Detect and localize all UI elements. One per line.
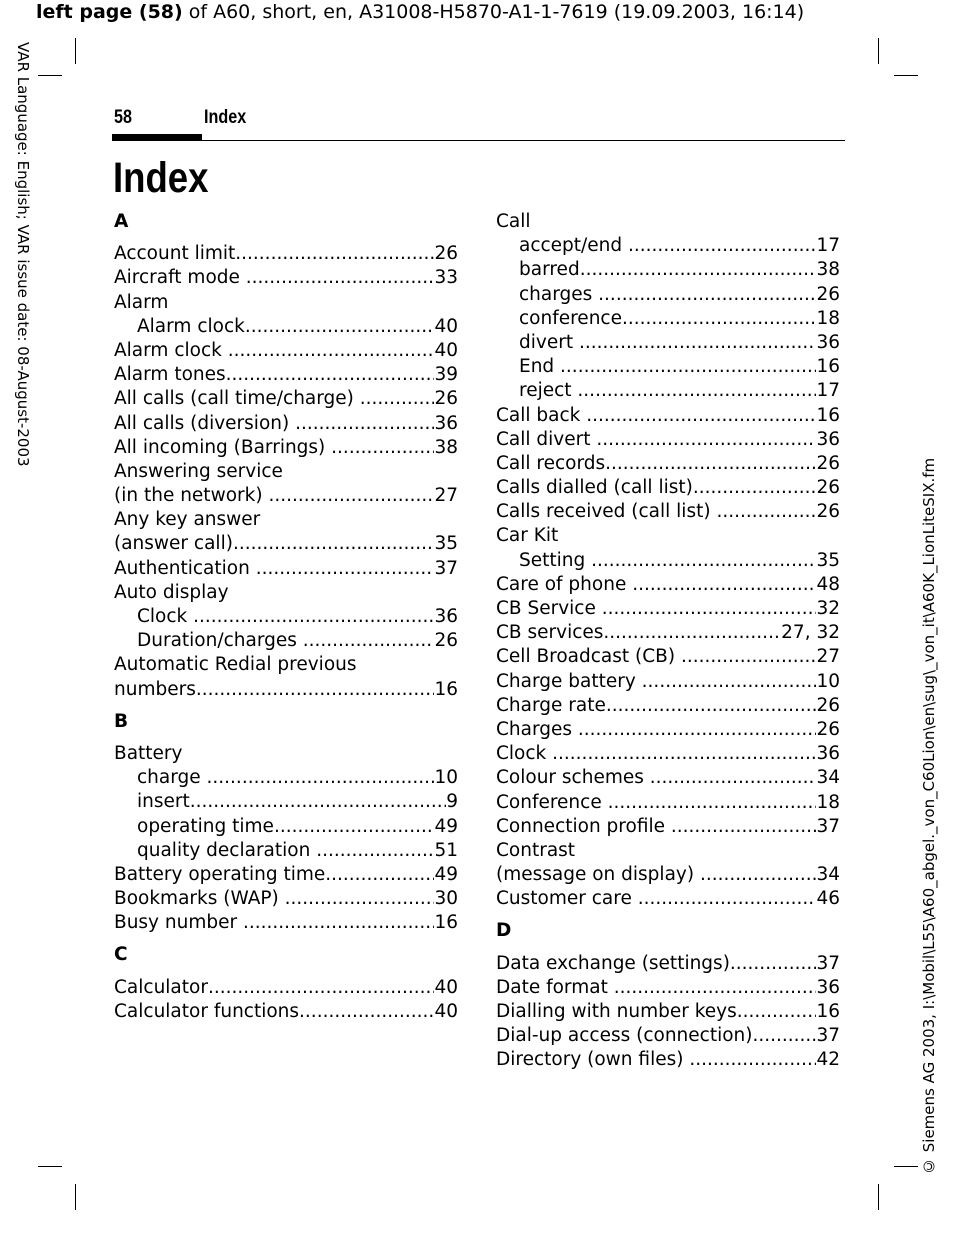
entry-label: Charges <box>496 718 578 740</box>
entry-label: Alarm tones <box>114 364 226 386</box>
index-entry <box>114 412 458 436</box>
index-subentry <box>496 331 840 355</box>
entry-page-number: 9 <box>446 791 458 813</box>
dot-leader <box>331 436 434 460</box>
dot-leader <box>632 573 816 597</box>
entry-label: Dialling with number keys <box>496 1001 737 1022</box>
entry-label: Battery <box>114 742 183 764</box>
entry-label: Alarm clock <box>114 339 228 361</box>
dot-leader <box>578 718 817 742</box>
index-entry <box>114 363 458 387</box>
entry-page-number: 34 <box>816 767 840 789</box>
dot-leader <box>285 887 435 911</box>
index-entry <box>114 266 458 290</box>
index-entry <box>496 476 840 500</box>
index-entry <box>114 581 458 605</box>
dot-leader <box>577 379 816 403</box>
index-entry <box>496 791 840 815</box>
running-header: Index <box>204 107 247 128</box>
index-subentry <box>114 605 458 629</box>
entry-page-number: 30 <box>434 888 458 910</box>
entry-label: Calculator functions <box>114 1000 300 1022</box>
index-entry <box>114 976 458 1000</box>
index-entry <box>496 718 840 742</box>
dot-leader <box>235 242 434 266</box>
entry-label: Battery operating time <box>114 863 326 885</box>
entry-page-number: 32 <box>816 598 840 619</box>
index-subentry <box>496 307 840 331</box>
dot-leader <box>316 839 434 863</box>
entry-page-number: 46 <box>816 888 840 910</box>
entry-page-number: 17 <box>816 380 840 402</box>
section-gap <box>114 234 458 242</box>
entry-page-number: 26 <box>816 694 840 716</box>
entry-label: (answer call) <box>114 533 233 555</box>
index-entry <box>114 460 458 484</box>
dot-leader <box>700 863 817 887</box>
header-rule <box>112 140 845 141</box>
entry-label: Contrast <box>496 839 576 861</box>
dot-leader <box>226 363 435 387</box>
entry-page-number: 18 <box>816 791 840 813</box>
dot-leader <box>580 258 817 282</box>
entry-label: Connection profile <box>496 815 671 837</box>
index-entry <box>496 428 840 452</box>
index-entry <box>114 911 458 935</box>
index-entry <box>114 653 458 677</box>
entry-page-number: 35 <box>816 549 840 571</box>
entry-label: insert <box>137 791 190 813</box>
entry-label: Call back <box>496 404 587 426</box>
entry-page-number: 27 <box>816 646 840 668</box>
index-subentry <box>496 258 840 282</box>
entry-page-number: 39 <box>434 364 458 386</box>
index-entry <box>496 1000 840 1024</box>
index-entry <box>496 524 840 548</box>
crop-mark <box>878 38 879 64</box>
index-entry <box>496 1024 840 1048</box>
dot-leader <box>233 532 435 556</box>
dot-leader <box>299 1000 434 1024</box>
entry-label: Conference <box>496 791 608 813</box>
dot-leader <box>295 412 434 436</box>
entry-label: Call records <box>496 452 606 474</box>
index-entry <box>496 694 840 718</box>
entry-label: Date format <box>496 976 614 998</box>
dot-leader <box>325 863 434 887</box>
index-entry <box>496 452 840 476</box>
index-subentry <box>496 283 840 307</box>
entry-page-number: 40 <box>434 339 458 361</box>
entry-page-number: 36 <box>434 412 458 434</box>
entry-label: Car Kit <box>496 525 559 547</box>
dot-leader <box>303 629 435 653</box>
dot-leader <box>228 339 435 363</box>
page-number: 58 <box>114 107 132 128</box>
dot-leader <box>207 766 435 790</box>
dot-leader <box>190 790 446 814</box>
print-job-line <box>36 1 804 23</box>
dot-leader <box>243 911 434 935</box>
entry-page-number: 38 <box>434 436 458 458</box>
dot-leader <box>560 355 816 379</box>
entry-label: Call divert <box>496 428 597 450</box>
index-entry <box>496 863 840 887</box>
entry-page-number: 49 <box>434 815 458 837</box>
section-gap <box>496 911 840 919</box>
dot-leader <box>274 815 435 839</box>
entry-label: accept/end <box>519 235 629 257</box>
entry-label: Alarm clock <box>137 315 245 337</box>
entry-label: Care of phone <box>496 573 633 595</box>
dot-leader <box>552 742 816 766</box>
entry-label: charges <box>519 283 599 305</box>
index-entry <box>496 766 840 790</box>
entry-label: Call <box>496 211 531 232</box>
entry-label: Data exchange (settings) <box>496 952 730 974</box>
dot-leader <box>208 976 435 1000</box>
entry-page-number: 27 <box>434 485 458 507</box>
entry-label: All calls (diversion) <box>114 412 296 434</box>
entry-label: Setting <box>519 549 592 571</box>
entry-label: Colour schemes <box>496 767 650 789</box>
index-column-right <box>496 210 840 1073</box>
dot-leader <box>596 428 816 452</box>
section-gap <box>114 702 458 710</box>
dot-leader <box>737 1000 817 1024</box>
entry-page-number: 26 <box>434 630 458 652</box>
entry-label: conference <box>519 307 622 329</box>
entry-page-number: 40 <box>434 976 458 998</box>
crop-mark <box>38 75 62 76</box>
entry-label: barred <box>519 259 580 281</box>
entry-label: Customer care <box>496 888 638 910</box>
entry-page-number: 33 <box>434 267 458 289</box>
entry-label: Cell Broadcast (CB) <box>496 646 681 668</box>
entry-label: Calls received (call list) <box>496 501 717 523</box>
index-entry <box>496 597 840 621</box>
index-letter-heading: C <box>114 944 128 966</box>
entry-page-number: 51 <box>434 839 458 861</box>
index-entry <box>114 863 458 887</box>
crop-mark <box>894 1166 918 1167</box>
entry-page-number: 36 <box>816 428 840 450</box>
entry-label: Automatic Redial previous <box>114 654 357 676</box>
index-subentry <box>496 355 840 379</box>
entry-page-number: 17 <box>816 235 840 257</box>
entry-page-number: 26 <box>434 388 458 410</box>
dot-leader <box>752 1024 816 1048</box>
index-letter-heading: D <box>496 920 512 942</box>
print-job-details: of A60, short, en, A31008-H5870-A1-1-7619 (19.09.2003, 16:14) <box>182 1 805 23</box>
entry-page-number: 16 <box>434 912 458 934</box>
index-entry <box>114 436 458 460</box>
entry-label: Directory (own files) <box>496 1049 690 1071</box>
dot-leader <box>693 476 817 500</box>
index-subentry <box>114 790 458 814</box>
section-gap <box>496 944 840 952</box>
entry-label: Clock <box>137 606 194 627</box>
dot-leader <box>196 678 435 702</box>
index-entry <box>114 532 458 556</box>
entry-label: Authentication <box>114 557 256 579</box>
entry-page-number: 37 <box>816 952 840 974</box>
language-info: VAR Language: English; VAR issue date: 08-August-2003 <box>14 42 32 467</box>
entry-page-number: 40 <box>434 315 458 337</box>
index-entry <box>114 339 458 363</box>
section-gap <box>114 968 458 976</box>
index-entry <box>496 573 840 597</box>
entry-label: Busy number <box>114 912 243 934</box>
index-subentry <box>114 629 458 653</box>
entry-label: All incoming (Barrings) <box>114 436 332 458</box>
index-entry <box>496 500 840 524</box>
dot-leader <box>608 791 817 815</box>
entry-page-number: 36 <box>816 743 840 765</box>
entry-label: Alarm <box>114 291 169 313</box>
index-subentry <box>114 839 458 863</box>
entry-page-number: 18 <box>816 307 840 329</box>
dot-leader <box>268 484 434 508</box>
crop-mark <box>75 38 76 64</box>
dot-leader <box>730 952 817 976</box>
entry-label: Calls dialled (call list) <box>496 477 693 499</box>
index-entry <box>114 508 458 532</box>
entry-label: numbers <box>114 678 196 700</box>
entry-page-number: 40 <box>434 1000 458 1022</box>
entry-label: CB services <box>496 622 604 644</box>
entry-page-number: 37 <box>816 1025 840 1047</box>
index-entry <box>114 242 458 266</box>
index-subentry <box>114 815 458 839</box>
dot-leader <box>598 283 816 307</box>
dot-leader <box>614 976 817 1000</box>
entry-page-number: 26 <box>816 283 840 305</box>
entry-page-number: 27, 32 <box>781 622 840 644</box>
entry-page-number: 37 <box>816 815 840 837</box>
entry-label: Calculator <box>114 976 208 998</box>
dot-leader <box>628 234 816 258</box>
page-title: Index <box>113 154 209 202</box>
dot-leader <box>579 331 816 355</box>
index-entry <box>114 742 458 766</box>
dot-leader <box>603 621 781 645</box>
entry-page-number: 42 <box>816 1049 840 1071</box>
entry-label: All calls (call time/charge) <box>114 388 360 410</box>
entry-label: Duration/charges <box>137 630 303 652</box>
entry-page-number: 36 <box>816 976 840 998</box>
entry-page-number: 26 <box>816 718 840 740</box>
index-subentry <box>496 549 840 573</box>
dot-leader <box>360 387 435 411</box>
entry-page-number: 48 <box>816 573 840 595</box>
entry-page-number: 16 <box>816 356 840 378</box>
entry-label: CB Service <box>496 598 602 619</box>
index-entry <box>496 815 840 839</box>
entry-page-number: 38 <box>816 259 840 281</box>
dot-leader <box>638 887 817 911</box>
index-letter-heading: B <box>114 710 129 732</box>
entry-label: quality declaration <box>137 839 317 861</box>
index-entry <box>496 839 840 863</box>
index-entry <box>496 670 840 694</box>
index-entry <box>496 210 840 234</box>
entry-label: Bookmarks (WAP) <box>114 888 285 910</box>
entry-page-number: 26 <box>434 243 458 265</box>
index-entry <box>114 1000 458 1024</box>
dot-leader <box>716 500 816 524</box>
entry-label: Clock <box>496 743 553 765</box>
crop-mark <box>894 75 918 76</box>
entry-label: charge <box>137 767 207 789</box>
entry-page-number: 37 <box>434 557 458 579</box>
index-subentry <box>496 234 840 258</box>
crop-mark <box>878 1184 879 1210</box>
index-entry <box>114 557 458 581</box>
index-entry <box>496 404 840 428</box>
crop-mark <box>75 1184 76 1210</box>
entry-label: Aircraft mode <box>114 267 246 289</box>
dot-leader <box>193 605 434 629</box>
entry-page-number: 26 <box>816 452 840 474</box>
entry-label: Any key answer <box>114 509 261 531</box>
entry-page-number: 10 <box>434 767 458 789</box>
dot-leader <box>605 452 816 476</box>
dot-leader <box>642 670 817 694</box>
dot-leader <box>650 766 817 790</box>
section-gap <box>114 734 458 742</box>
index-entry <box>114 484 458 508</box>
dot-leader <box>256 557 435 581</box>
dot-leader <box>689 1048 816 1072</box>
entry-page-number: 16 <box>816 1001 840 1022</box>
file-path-info: © Siemens AG 2003, I:\Mobil\L55\A60_abgel._von_C60Lion\en\sug\_von_it\A60K_LionLiteSIX.fm <box>920 458 938 1176</box>
index-subentry <box>496 379 840 403</box>
entry-page-number: 26 <box>816 477 840 499</box>
index-letter-heading: A <box>114 211 129 232</box>
index-entry <box>114 291 458 315</box>
entry-label: (message on display) <box>496 864 700 886</box>
entry-label: End <box>519 356 561 378</box>
index-entry <box>496 952 840 976</box>
index-entry <box>496 742 840 766</box>
entry-page-number: 10 <box>816 670 840 692</box>
dot-leader <box>591 549 816 573</box>
dot-leader <box>602 597 817 621</box>
section-gap <box>114 935 458 943</box>
entry-page-number: 16 <box>816 404 840 426</box>
index-subentry <box>114 315 458 339</box>
index-entry <box>114 887 458 911</box>
dot-leader <box>622 307 816 331</box>
dot-leader <box>245 315 435 339</box>
dot-leader <box>606 694 817 718</box>
index-entry <box>496 621 840 645</box>
index-entry <box>496 1048 840 1072</box>
entry-page-number: 26 <box>816 501 840 523</box>
entry-label: Answering service <box>114 460 283 482</box>
entry-page-number: 36 <box>434 606 458 627</box>
entry-label: Dial-up access (connection) <box>496 1025 753 1047</box>
index-entry <box>496 887 840 911</box>
entry-label: Charge rate <box>496 694 606 716</box>
index-entry <box>496 645 840 669</box>
print-job-page: left page (58) <box>36 1 183 23</box>
entry-label: reject <box>519 380 578 402</box>
entry-label: (in the network) <box>114 485 269 507</box>
dot-leader <box>586 404 816 428</box>
dot-leader <box>246 266 435 290</box>
entry-page-number: 35 <box>434 533 458 555</box>
entry-label: Account limit <box>114 243 236 265</box>
entry-page-number: 34 <box>816 864 840 886</box>
crop-mark <box>38 1166 62 1167</box>
entry-label: Auto display <box>114 581 229 603</box>
dot-leader <box>671 815 817 839</box>
entry-page-number: 49 <box>434 863 458 885</box>
index-entry <box>496 976 840 1000</box>
index-entry <box>114 678 458 702</box>
index-column-left <box>114 210 458 1024</box>
entry-label: divert <box>519 331 579 353</box>
entry-page-number: 16 <box>434 678 458 700</box>
index-subentry <box>114 766 458 790</box>
entry-label: Charge battery <box>496 670 642 692</box>
dot-leader <box>681 645 816 669</box>
entry-page-number: 36 <box>816 331 840 353</box>
entry-label: operating time <box>137 815 274 837</box>
index-entry <box>114 387 458 411</box>
